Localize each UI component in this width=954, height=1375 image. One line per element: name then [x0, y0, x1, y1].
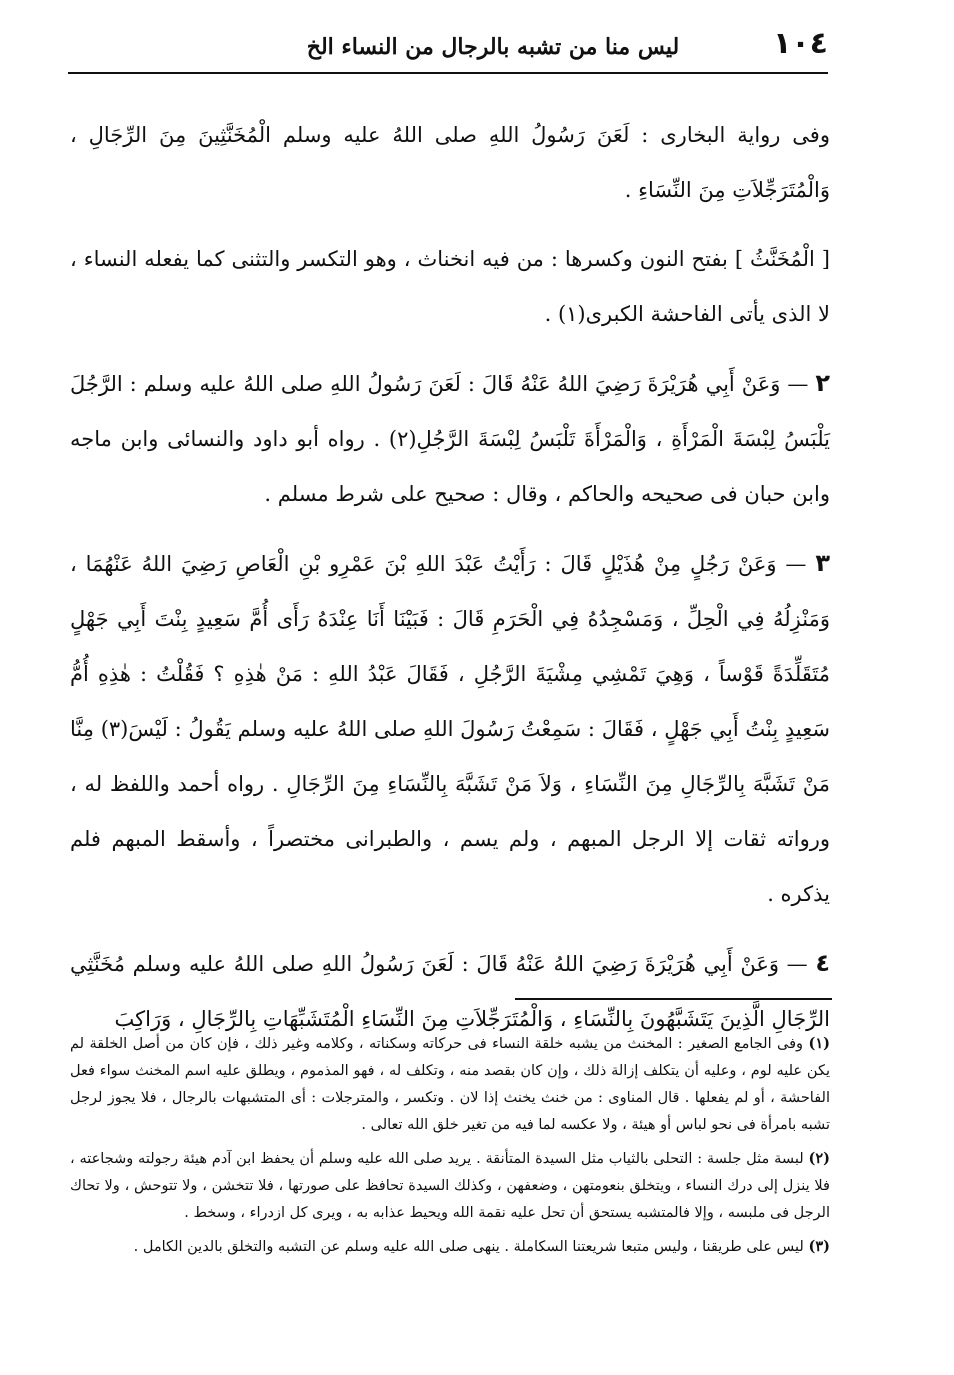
footnote-text: وفى الجامع الصغير : المخنث من يشبه خلقة النساء فى حركاته وسكناته ، وكلامه وغير ذلك ، فإن كان من أصل الخلقة لم يكن عليه لوم ، وعليه أن يتكلف إزالة ذلك ، وإن كان بقصد منه ، وتكلف له ، فهو المذموم ، ويطلق عليه اسم المخنث سواء فعل الفاحشة ، أو لم يفعلها . قال المناوى : من خنث يخنث إذا لان . وتكسر ، والمترجلات : أى المتشبهات بالرجال ، فلا يجوز لرجل تشبه بامرأة فى نحو لباس أو هيئة ، ولا عكسه لما فيه من تغير خلق الله تعالى .	[70, 1036, 830, 1133]
footnote-text: لبسة مثل جلسة : التحلى بالثياب مثل السيدة المتأنقة . يريد صلى الله عليه وسلم أن يحفظ ابن آدم هيئة رجولته وشجاعته ، فلا ينزل إلى درك النساء ، ويتخلق بنعومتهن ، وضعفهن ، وكذلك السيدة تحافظ على صورتها ، فلا تتخشن ، ولا تتوحش ، ولا تحاك الرجل فى ملبسه ، وإلا فالمتشبه يستحق أن تحل عليه نقمة الله ويحيط عذابه به ، ويرى كل ازدراء ، وسخط .	[70, 1151, 830, 1221]
page-header	[68, 22, 828, 74]
hadith-number: ٢	[815, 369, 830, 397]
footnote-mark: (٢)	[808, 1150, 831, 1167]
footnotes	[70, 1030, 830, 1267]
paragraph-definition	[70, 232, 830, 342]
paragraph-text: — وَعَنْ أَبِي هُرَيْرَةَ رَضِيَ اللهُ عَنْهُ قَالَ : لَعَنَ رَسُولُ اللهِ صلى اللهُ عليه وسلم : الرَّجُلَ يَلْبَسُ لِبْسَةَ الْمَرْأَةِ ، وَالْمَرْأَةَ تَلْبَسُ لِبْسَةَ الرَّجُلِ(٢) . رواه أبو داود والنسائى وابن ماجه وابن حبان فى صحيحه والحاكم ، وقال : صحيح على شرط مسلم .	[70, 372, 830, 506]
footnote-1	[70, 1030, 830, 1139]
paragraph-text: [ الْمُخَنَّثُ ] بفتح النون وكسرها : من فيه انخناث ، وهو التكسر والتثنى كما يفعله النساء ، لا الذى يأتى الفاحشة الكبرى(١) .	[70, 247, 830, 326]
hadith-2	[70, 356, 830, 522]
paragraph-text: وفى رواية البخارى : لَعَنَ رَسُولُ اللهِ صلى اللهُ عليه وسلم الْمُخَنَّثِينَ مِنَ الرِّجَالِ ، وَالْمُتَرَجِّلاَتِ مِنَ النِّسَاءِ .	[70, 123, 830, 202]
footnote-text: ليس على طريقنا ، وليس متبعا شريعتنا السكاملة . ينهى صلى الله عليه وسلم عن التشبه والتخلق بالدين الكامل .	[133, 1239, 804, 1255]
page-number: ١٠٤	[773, 26, 828, 61]
footnote-3	[70, 1233, 830, 1261]
footnote-2	[70, 1145, 830, 1227]
hadith-3	[70, 536, 830, 922]
hadith-number: ٤	[815, 949, 830, 977]
paragraph-text: — وَعَنْ أَبِي هُرَيْرَةَ رَضِيَ اللهُ عَنْهُ قَالَ : لَعَنَ رَسُولُ اللهِ صلى اللهُ عليه وسلم مُخَنَّثِي الرِّجَالِ الَّذِينَ يَتَشَبَّهُونَ بِالنِّسَاءِ ، وَالْمُتَرَجِّلاَتِ مِنَ النِّسَاءِ الْمُتَشَبِّهَاتِ بِالرِّجَالِ ، وَرَاكِبَ	[70, 952, 830, 1031]
main-text	[70, 108, 830, 1061]
paragraph-text: — وَعَنْ رَجُلٍ مِنْ هُذَيْلٍ قَالَ : رَأَيْتُ عَبْدَ اللهِ بْنَ عَمْرِو بْنِ الْعَاصِ رَضِيَ اللهُ عَنْهُمَا ، وَمَنْزِلُهُ فِي الْحِلِّ ، وَمَسْجِدُهُ فِي الْحَرَمِ قَالَ : فَبَيْنَا أَنَا عِنْدَهُ رَأَى أُمَّ سَعِيدٍ بِنْتَ أَبِي جَهْلٍ مُتَقَلِّدَةً قَوْساً ، وَهِيَ تَمْشِي مِشْيَةَ الرَّجُلِ ، فَقَالَ عَبْدُ اللهِ : مَنْ هٰذِهِ ؟ فَقُلْتُ : هٰذِهِ أُمُّ سَعِيدٍ بِنْتُ أَبِي جَهْلٍ ، فَقَالَ : سَمِعْتُ رَسُولَ اللهِ صلى اللهُ عليه وسلم يَقُولُ : لَيْسَ(٣) مِنَّا مَنْ تَشَبَّهَ بِالرِّجَالِ مِنَ النِّسَاءِ ، وَلاَ مَنْ تَشَبَّهَ بِالنِّسَاءِ مِنَ الرِّجَالِ . رواه أحمد واللفظ له ، ورواته ثقات إلا الرجل المبهم ، ولم يسم ، والطبرانى مختصراً ، وأسقط المبهم فلم يذكره .	[70, 552, 830, 906]
footnote-mark: (٣)	[808, 1238, 830, 1255]
footnote-separator	[515, 998, 832, 1000]
running-title: ليس منا من تشبه بالرجال من النساء الخ	[306, 34, 680, 60]
footnote-mark: (١)	[808, 1035, 831, 1052]
hadith-number: ٣	[815, 549, 830, 577]
paragraph-bukhari-narration	[70, 108, 830, 218]
